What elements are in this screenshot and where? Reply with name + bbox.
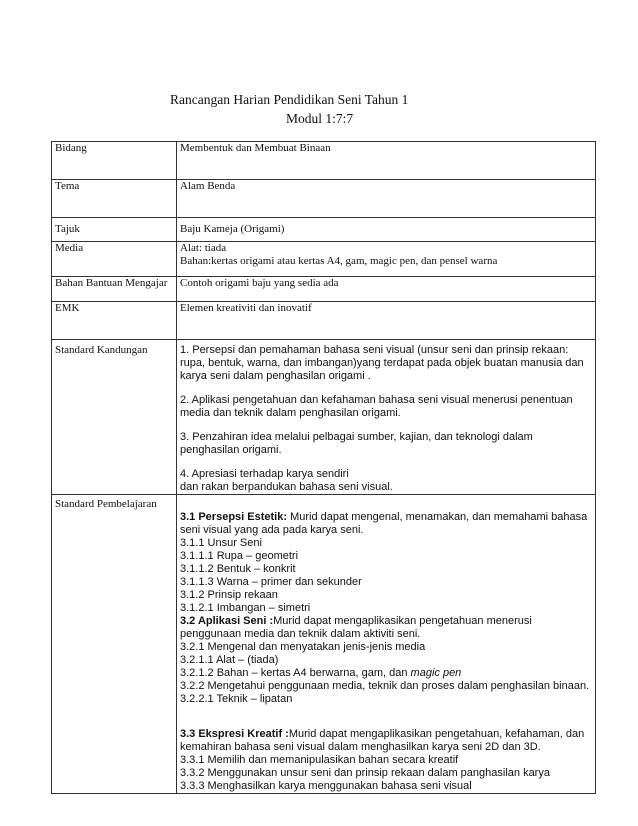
label-bidang: Bidang <box>52 142 177 180</box>
s32-line: 3.2.2 Mengetahui penggunaan media, teknik dan proses dalam penghasilan binaan. <box>180 680 590 692</box>
label-standard-kandungan: Standard Kandungan <box>52 340 177 495</box>
title-line-1: Rancangan Harian Pendidikan Seni Tahun 1 <box>170 92 409 107</box>
label-tajuk: Tajuk <box>52 218 177 242</box>
row-tema <box>52 180 596 218</box>
label-tema: Tema <box>52 180 177 218</box>
lesson-plan-table <box>51 141 596 794</box>
value-bahan-bantuan: Contoh origami baju yang sedia ada <box>177 277 596 302</box>
section-3-2 <box>180 615 592 641</box>
row-standard-kandungan <box>52 340 596 495</box>
media-alat: Alat: tiada <box>180 242 227 254</box>
label-media: Media <box>52 242 177 277</box>
s33-line: 3.3.2 Menggunakan unsur seni dan prinsip rekaan dalam panghasilan karya <box>180 767 550 779</box>
section-3-3 <box>180 728 592 754</box>
section-3-3-heading: 3.3 Ekspresi Kreatif : <box>180 728 289 740</box>
s31-line: 3.1.1.3 Warna – primer dan sekunder <box>180 576 362 588</box>
media-bahan: Bahan:kertas origami atau kertas A4, gam, magic pen, dan pensel warna <box>180 255 498 267</box>
value-tajuk: Baju Kameja (Origami) <box>177 218 596 242</box>
s31-line: 3.1.2 Prinsip rekaan <box>180 589 278 601</box>
kandungan-item-1: 1. Persepsi dan pemahaman bahasa seni visual (unsur seni dan prinsip rekaan: rupa, bentuk, warna, dan imbangan)yang terdapat pada objek buatan manusia dan karya seni dalam penghasilan origami . <box>180 344 584 382</box>
s32-line: 3.2.1.1 Alat – (tiada) <box>180 654 279 666</box>
s33-line: 3.3.3 Menghasilkan karya menggunakan bahasa seni visual <box>180 780 472 792</box>
title-line-2: Modul 1:7:7 <box>286 111 354 126</box>
row-tajuk <box>52 218 596 242</box>
s32-line: 3.2.2.1 Teknik – lipatan <box>180 693 293 705</box>
s32-line-text: 3.2.1.2 Bahan – kertas A4 berwarna, gam, dan <box>180 667 411 679</box>
s32-line-italic: magic pen <box>410 667 462 679</box>
value-emk: Elemen kreativiti dan inovatif <box>177 302 596 340</box>
row-standard-pembelajaran <box>52 495 596 794</box>
row-media <box>52 242 596 277</box>
value-bidang: Membentuk dan Membuat Binaan <box>177 142 596 180</box>
kandungan-item-4: 4. Apresiasi terhadap karya sendiri <box>180 468 349 480</box>
s31-line: 3.1.2.1 Imbangan – simetri <box>180 602 311 614</box>
section-3-2-text: Murid dapat mengaplikasikan pengetahuan menerusi penggunaan media dan teknik dalam aktiviti seni. <box>180 615 532 640</box>
section-3-1-heading: 3.1 Persepsi Estetik: <box>180 511 288 523</box>
label-bahan-bantuan: Bahan Bantuan Mengajar <box>52 277 177 302</box>
label-emk: EMK <box>52 302 177 340</box>
value-tema: Alam Benda <box>177 180 596 218</box>
s33-line: 3.3.1 Memilih dan memanipulasikan bahan secara kreatif <box>180 754 459 766</box>
section-3-3-text: Murid dapat mengaplikasikan pengetahuan, kefahaman, dan kemahiran bahasa seni visual dalam menghasilkan karya seni 2D dan 3D. <box>180 728 585 753</box>
value-standard-kandungan <box>177 340 596 495</box>
s31-line: 3.1.1.2 Bentuk – konkrit <box>180 563 296 575</box>
section-3-1-text: Murid dapat mengenal, menamakan, dan memahami bahasa seni visual yang ada pada karya seni. <box>180 511 588 536</box>
value-media <box>177 242 596 277</box>
s32-line: 3.2.1 Mengenal dan menyatakan jenis-jenis media <box>180 641 426 653</box>
s32-line <box>180 667 592 680</box>
row-bahan-bantuan <box>52 277 596 302</box>
section-3-1 <box>180 511 592 537</box>
value-standard-pembelajaran <box>177 495 596 794</box>
s31-line: 3.1.1.1 Rupa – geometri <box>180 550 299 562</box>
s31-line: 3.1.1 Unsur Seni <box>180 537 262 549</box>
label-standard-pembelajaran: Standard Pembelajaran <box>52 495 177 794</box>
section-3-2-heading: 3.2 Aplikasi Seni : <box>180 615 274 627</box>
kandungan-item-3: 3. Penzahiran idea melalui pelbagai sumber, kajian, dan teknologi dalam penghasilan origami. <box>180 431 533 456</box>
row-bidang <box>52 142 596 180</box>
kandungan-item-2: 2. Aplikasi pengetahuan dan kefahaman bahasa seni visual menerusi penentuan media dan teknik dalam penghasilan origami. <box>180 394 573 419</box>
kandungan-item-5: dan rakan berpandukan bahasa seni visual. <box>180 481 393 493</box>
row-emk <box>52 302 596 340</box>
